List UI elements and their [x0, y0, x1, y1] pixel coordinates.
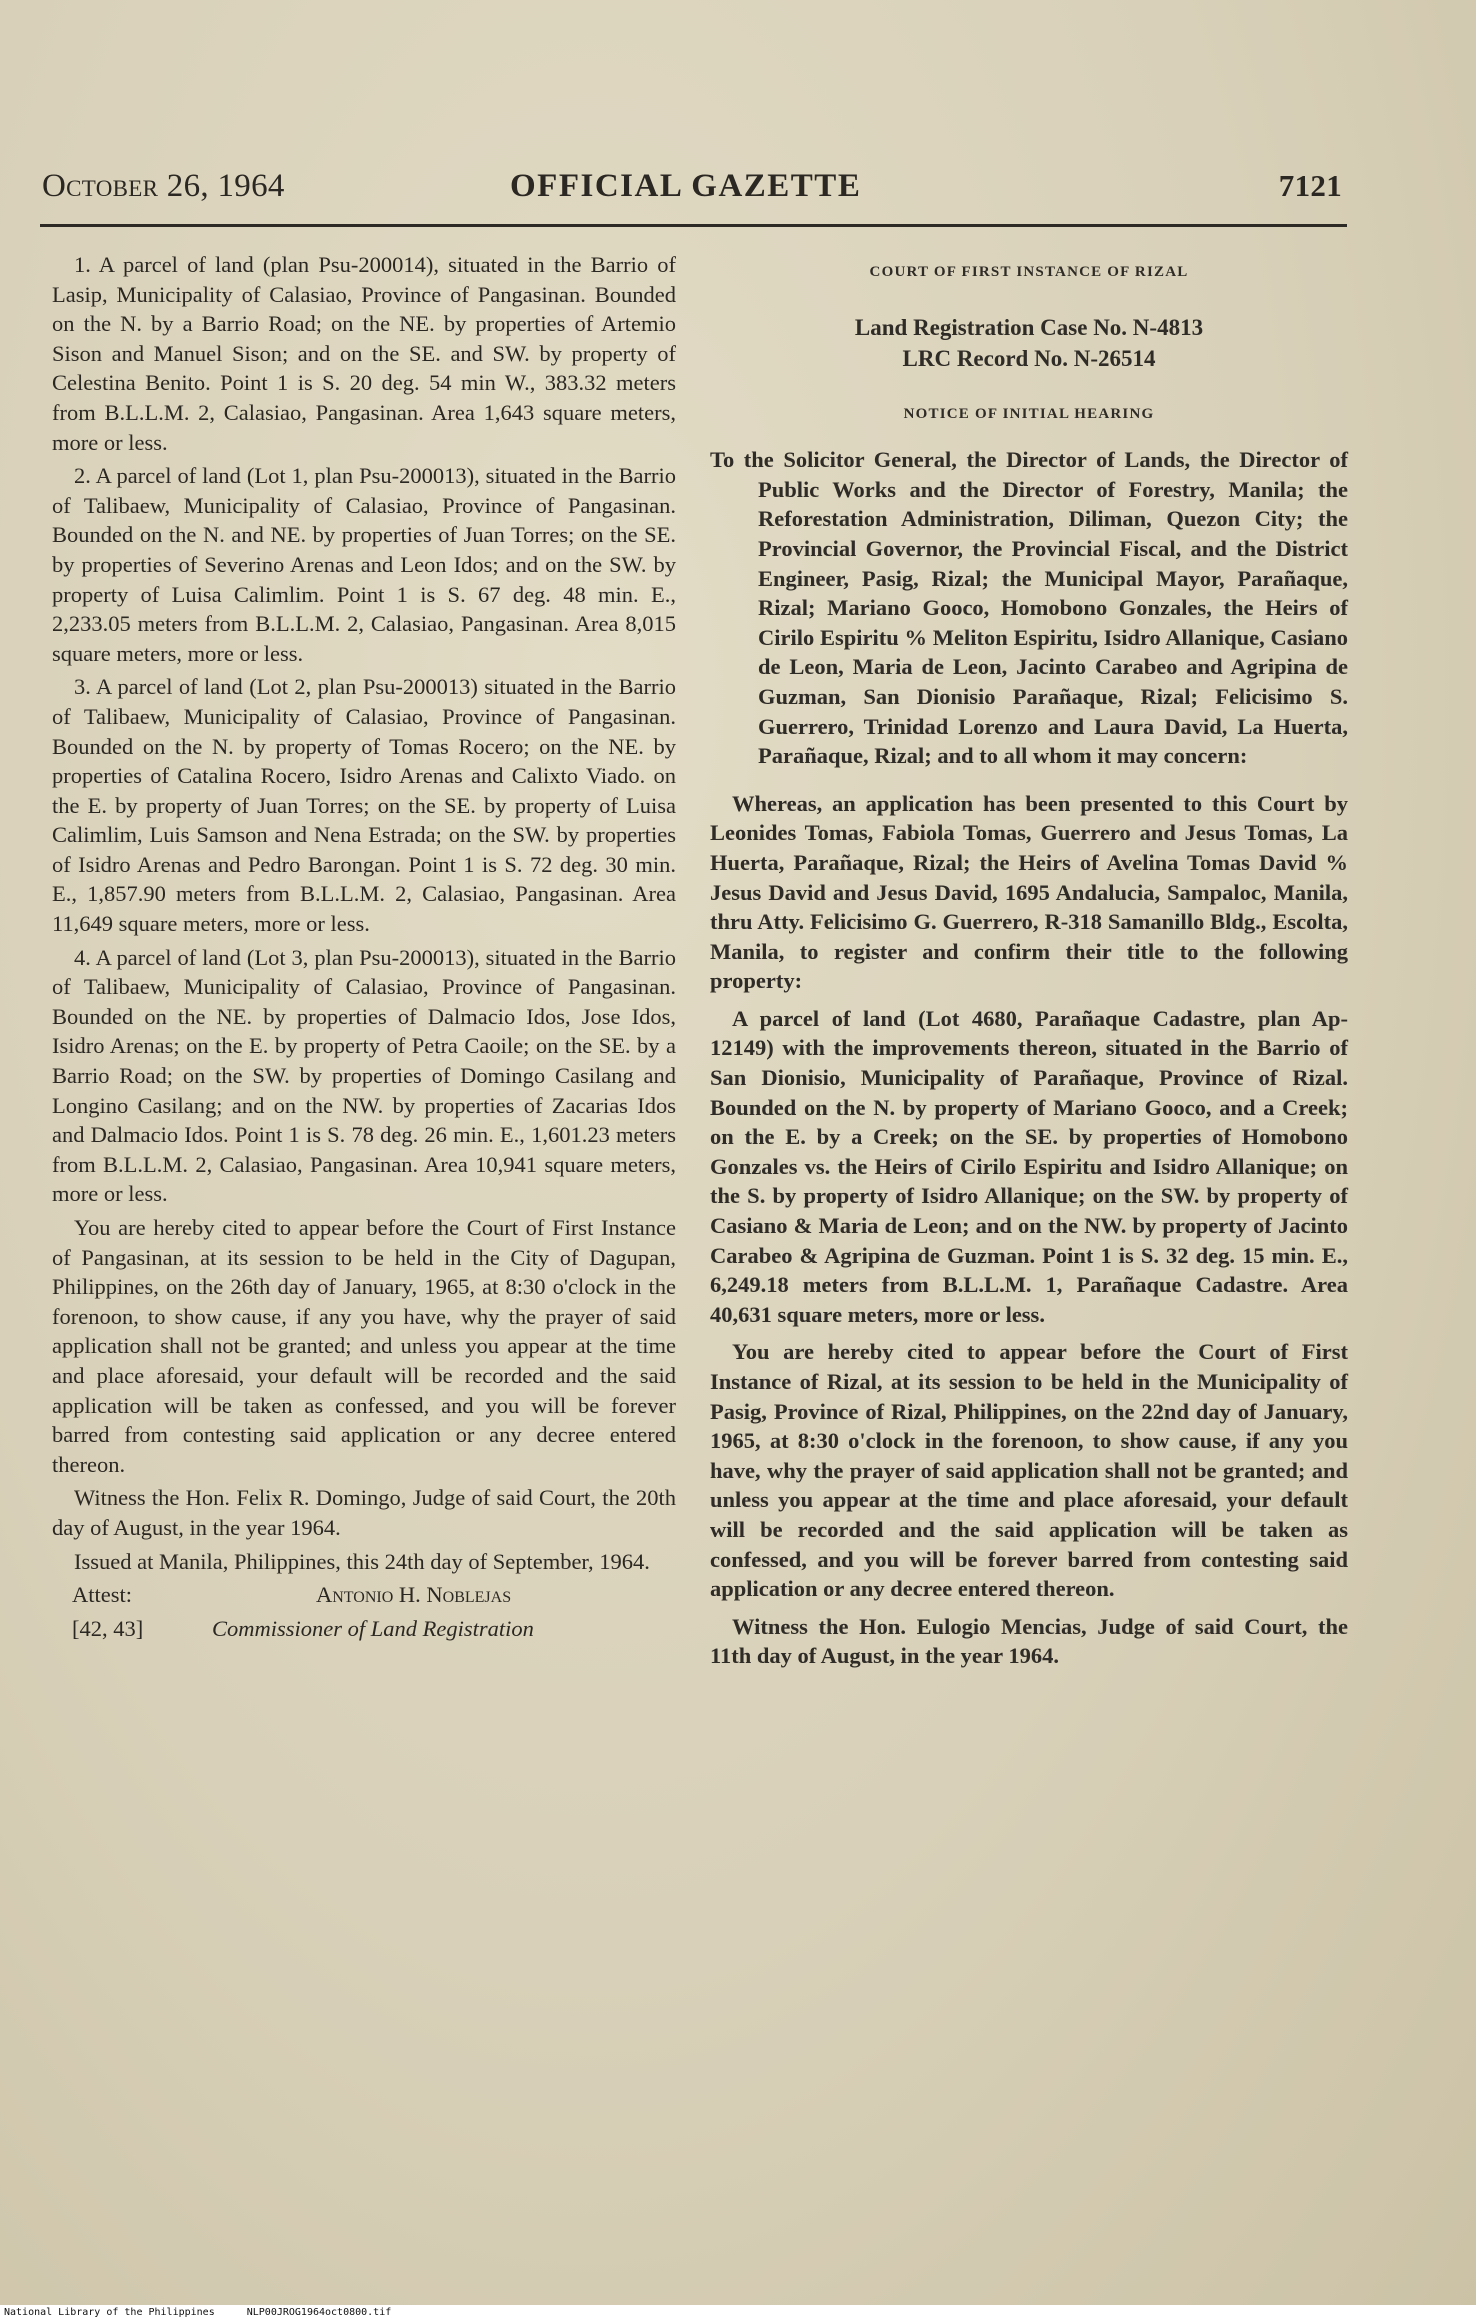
witness-paragraph-rizal: Witness the Hon. Eulogio Mencias, Judge of said Court, the 11th day of August, in the year 1964.: [710, 1613, 1348, 1669]
parcel-3: 3. A parcel of land (Lot 2, plan Psu-200013) situated in the Barrio of Talibaew, Municipality of Calasiao, Province of Pangasinan. Bounded on the N. by property of Tomas Rocero; on the NE. by properties of Catalina Rocero, Isidro Arenas and Calixto Viado. on the E. by property of Juan Torres; on the SE. by property of Luisa Calimlim, Luis Samson and Nena Estrada; on the SW. by properties of Isidro Arenas and Pedro Barongan. Point 1 is S. 72 deg. 30 min. E., 1,857.90 meters from B.L.L.M. 2, Calasiao, Pangasinan. Area 11,649 square meters, more or less.: [52, 674, 676, 937]
case-numbers: [710, 312, 1348, 374]
issue-reference: [42, 43]: [72, 1616, 144, 1642]
parcel-4: 4. A parcel of land (Lot 3, plan Psu-200013), situated in the Barrio of Talibaew, Municipality of Calasiao, Province of Pangasinan. Bounded on the NE. by properties of Dalmacio Idos, Jose Idos, Isidro Arenas; on the E. by property of Petra Caoile; on the SE. by a Barrio Road; on the SW. by properties of Domingo Casilang and Longino Casilang; and on the NW. by properties of Zacarias Idos and Dalmacio Idos. Point 1 is S. 78 deg. 26 min. E., 1,601.23 meters from B.L.L.M. 2, Calasiao, Pangasinan. Area 10,941 square meters, more or less.: [52, 944, 676, 1207]
parcel-2: 2. A parcel of land (Lot 1, plan Psu-200013), situated in the Barrio of Talibaew, Municipality of Calasiao, Province of Pangasinan. Bounded on the N. and NE. by properties of Juan Torres; on the SE. by properties of Severino Arenas and Leon Idos; and on the SW. by property of Luisa Calimlim. Point 1 is S. 67 deg. 48 min. E., 2,233.05 meters from B.L.L.M. 2, Calasiao, Pangasinan. Area 8,015 square meters, more or less.: [52, 463, 676, 666]
scan-filename: NLP00JROG1964oct0800.tif: [246, 2307, 392, 2318]
attest-label: Attest:: [72, 1582, 132, 1608]
parcel-description: A parcel of land (Lot 4680, Parañaque Cadastre, plan Ap-12149) with the improvements thereon, situated in the Barrio of San Dionisio, Municipality of Parañaque, Province of Rizal. Bounded on the N. by property of Mariano Gooco, and a Creek; on the E. by a Creek; on the SE. by properties of Homobono Gonzales vs. the Heirs of Cirilo Espiritu and Isidro Allanique; on the S. by property of Isidro Allanique; on the SW. by property of Casiano & Maria de Leon; and on the NW. by property of Jacinto Carabeo & Agripina de Guzman. Point 1 is S. 32 deg. 15 min. E., 6,249.18 meters from B.L.L.M. 1, Parañaque Cadastre. Area 40,631 square meters, more or less.: [710, 1005, 1348, 1327]
notice-heading: NOTICE OF INITIAL HEARING: [903, 405, 1155, 422]
publication-title: OFFICIAL GAZETTE: [510, 168, 862, 204]
court-heading: COURT OF FIRST INSTANCE OF RIZAL: [869, 264, 1189, 280]
witness-paragraph: Witness the Hon. Felix R. Domingo, Judge of said Court, the 20th day of August, in the year 1964.: [52, 1485, 676, 1540]
issued-paragraph: Issued at Manila, Philippines, this 24th day of September, 1964.: [74, 1548, 650, 1574]
left-column: [52, 250, 676, 1648]
citation-paragraph: You are hereby cited to appear before the Court of First Instance of Pangasinan, at its session to be held in the City of Dagupan, Philippines, on the 26th day of January, 1965, at 8:30 o'clock in the forenoon, to show cause, if any you have, why the prayer of said application shall not be granted; and unless you appear at the time and place aforesaid, your default will be recorded and the said application will be taken as confessed, and you will be forever barred from contesting said application or any decree entered thereon.: [52, 1215, 676, 1477]
attest-line: [52, 1580, 676, 1610]
attest-name: Antonio H. Noblejas: [316, 1582, 512, 1608]
library-credit: National Library of the Philippines: [4, 2307, 215, 2318]
header-rule: [40, 224, 1347, 227]
attest-title: Commissioner of Land Registration: [212, 1616, 534, 1642]
whereas-paragraph: Whereas, an application has been presented to this Court by Leonides Tomas, Fabiola Tomas, Guerrero and Jesus Tomas, La Huerta, Parañaque, Rizal; the Heirs of Avelina Tomas David % Jesus David and Jesus David, 1695 Andalucia, Sampaloc, Manila, thru Atty. Felicisimo G. Guerrero, R-318 Samanillo Bldg., Escolta, Manila, to register and confirm their title to the following property:: [710, 790, 1348, 994]
case-number: Land Registration Case No. N-4813: [854, 314, 1204, 340]
attest-title-line: [52, 1614, 676, 1644]
scan-footer: [0, 2305, 1476, 2321]
page-header: [42, 168, 1342, 212]
record-number: LRC Record No. N-26514: [902, 345, 1156, 371]
parcel-1: 1. A parcel of land (plan Psu-200014), situated in the Barrio of Lasip, Municipality of Calasiao, Province of Pangasinan. Bounded on the N. by a Barrio Road; on the NE. by properties of Artemio Sison and Manuel Sison; and on the SE. and SW. by property of Celestina Benito. Point 1 is S. 20 deg. 54 min W., 383.32 meters from B.L.L.M. 2, Calasiao, Pangasinan. Area 1,643 square meters, more or less.: [52, 252, 676, 455]
right-column: [710, 250, 1348, 1679]
notice-address: To the Solicitor General, the Director of Lands, the Director of Public Works and the Director of Forestry, Manila; the Reforestation Administration, Diliman, Quezon City; the Provincial Governor, the Provincial Fiscal, and the District Engineer, Pasig, Rizal; the Municipal Mayor, Parañaque, Rizal; Mariano Gooco, Homobono Gonzales, the Heirs of Cirilo Espiritu % Meliton Espiritu, Isidro Allanique, Casiano de Leon, Maria de Leon, Jacinto Carabeo and Agripina de Guzman, San Dionisio Parañaque, Rizal; Felicisimo S. Guerrero, Trinidad Lorenzo and Laura David, La Huerta, Parañaque, Rizal; and to all whom it may concern:: [710, 447, 1348, 769]
page-number: 7121: [1278, 168, 1342, 203]
citation-paragraph-rizal: You are hereby cited to appear before the Court of First Instance of Rizal, at its session to be held in the Municipality of Pasig, Province of Rizal, Philippines, on the 22nd day of January, 1965, at 8:30 o'clock in the forenoon, to show cause, if any you have, why the prayer of said application shall not be granted; and unless you appear at the time and place aforesaid, your default will be recorded and the said application will be taken as confessed, and you will be forever barred from contesting said application or any decree entered thereon.: [710, 1339, 1348, 1602]
issue-date: October 26, 1964: [42, 168, 285, 204]
